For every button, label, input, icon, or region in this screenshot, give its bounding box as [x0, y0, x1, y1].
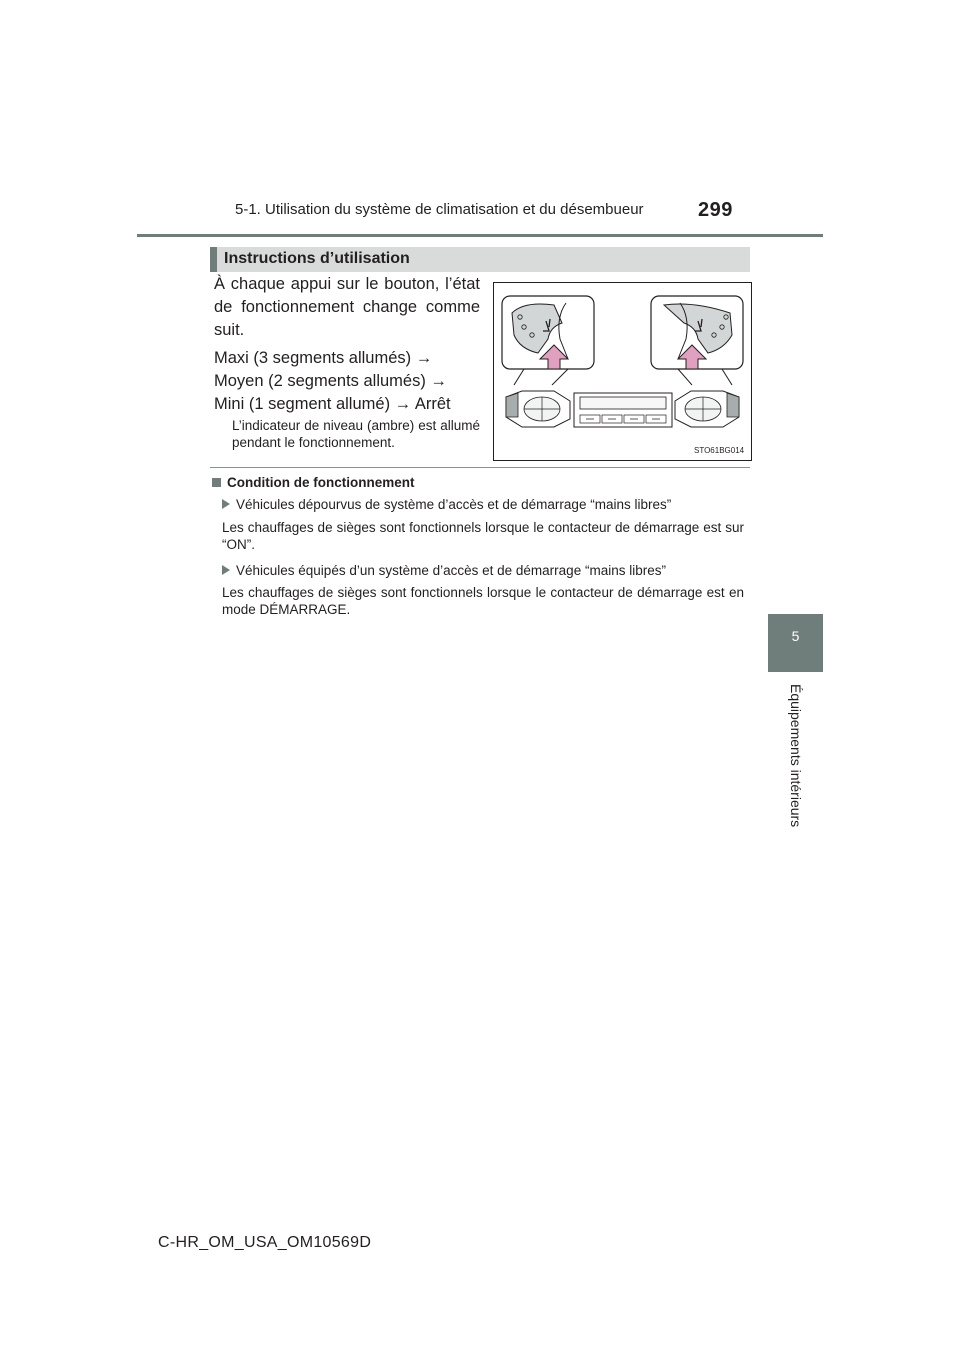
condition-text-1: Les chauffages de sièges sont fonctionnels lorsque le contacteur de démarrage est sur “ON”. [222, 520, 744, 552]
level-line-moyen: Moyen (2 segments allumés) → [214, 372, 447, 390]
level-line-mini: Mini (1 segment allumé) → Arrêt [214, 395, 451, 413]
page-number: 299 [698, 199, 733, 221]
seat-heater-illustration [494, 283, 751, 460]
section-heading-accent [210, 247, 217, 272]
control-panel [506, 391, 739, 427]
header-section-title: 5-1. Utilisation du système de climatisation et du désembueur [235, 201, 644, 218]
condition-bullet-1-text: Véhicules dépourvus de système d’accès et de démarrage “mains libres” [236, 497, 672, 512]
level-line-maxi: Maxi (3 segments allumés) → [214, 349, 433, 367]
left-callout [502, 296, 594, 385]
document-code: C-HR_OM_USA_OM10569D [158, 1234, 372, 1251]
triangle-bullet-icon [222, 499, 230, 509]
header-divider [137, 234, 823, 237]
intro-paragraph: À chaque appui sur le bouton, l’état de fonctionnement change comme suit. [214, 275, 480, 339]
chapter-label: Équipements intérieurs [787, 684, 804, 828]
seat-heater-figure [493, 282, 752, 461]
right-callout [651, 296, 743, 385]
indicator-note: L’indicateur de niveau (ambre) est allumé pendant le fonctionnement. [232, 418, 480, 450]
condition-bullet-2-text: Véhicules équipés d’un système d’accès et de démarrage “mains libres” [236, 563, 666, 578]
condition-bullet-1 [222, 497, 671, 512]
level-sequence [214, 347, 480, 416]
condition-heading-text: Condition de fonctionnement [227, 475, 415, 490]
condition-text-2: Les chauffages de sièges sont fonctionnels lorsque le contacteur de démarrage est en mode DÉMARRAGE. [222, 585, 744, 617]
chapter-label-container [768, 684, 823, 884]
chapter-number: 5 [791, 628, 800, 644]
condition-heading [212, 475, 414, 490]
square-bullet-icon [212, 478, 221, 487]
condition-bullet-2 [222, 563, 666, 578]
section-heading: Instructions d’utilisation [224, 250, 410, 267]
section-divider [210, 467, 750, 468]
figure-code: STO61BG014 [694, 446, 745, 455]
triangle-bullet-icon [222, 565, 230, 575]
